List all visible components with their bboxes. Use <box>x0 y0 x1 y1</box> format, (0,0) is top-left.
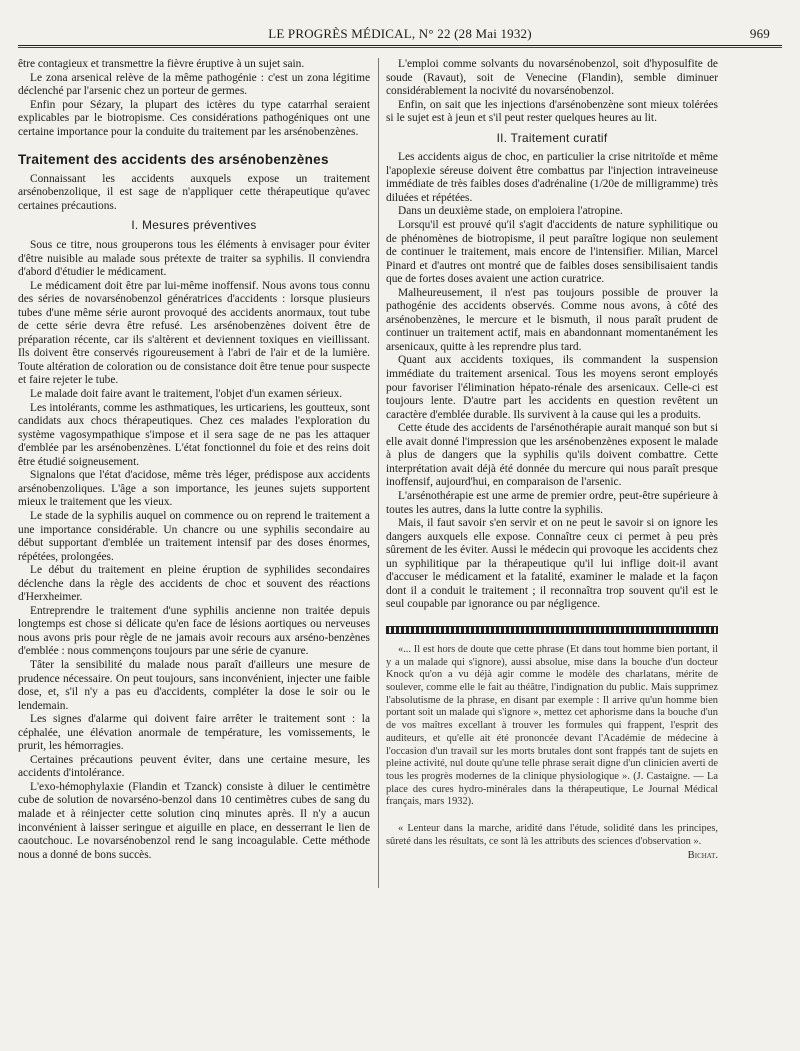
body-paragraph: Entreprendre le traitement d'une syphilis ancienne non traitée depuis longtemps est chose si délicate qu'en face de lésions aortiques ou nerveuses nous avons pris pour règle de ne jamais avoir recours aux arséno-benzènes d'emblée : nous commençons toujours par une série de cyanure. <box>18 604 370 658</box>
body-paragraph: Le médicament doit être par lui-même inoffensif. Nous avons tous connu des séries de novarsénobenzol génératrices d'accidents : lorsque plusieurs tubes d'une même série auront provoqué des accidents anormaux, tout tube de cette série devra être refusé. Les arsénobenzènes doivent être de préparation récente, car ils s'altèrent et deviennent toxiques en vieillissant. Ils doivent être conservés rigoureusement à l'abri de l'air et de la lumière. Toute altération de coloration ou de consistance doit être tenue pour suspecte et faire rejeter le tube. <box>18 279 370 387</box>
body-paragraph: Quant aux accidents toxiques, ils commandent la suspension immédiate du traitement arsenical. Tous les moyens seront employés pour favoriser l'élimination hépato-rénale des arsenicaux. Celle-ci est toujours lente. D'autre part les accidents en question revêtent un caractère d'emblée durable. Ils survivent à la cause qui les a produits. <box>386 354 718 421</box>
quote-block <box>386 644 718 809</box>
subsection-heading: II. Traitement curatif <box>496 130 608 145</box>
body-paragraph: Mais, il faut savoir s'en servir et on ne peut le savoir si on ignore les dangers auxquels elle expose. Connaître ceux ci permet à peu près sûrement de les éviter. Aussi le médecin qui provoque les accidents chez un syphilitique par la thérapeutique qu'il lui inflige doit-il avant d'accuser le médicament et la fatalité, examiner le malade et la façon dont il a conduit le traitement ; il reconnaîtra trop souvent qu'il est le seul coupable par ignorance ou par négligence. <box>386 517 718 611</box>
body-paragraph: Connaissant les accidents auxquels expose un traitement arsénobenzolique, il est sage de n'appliquer cette thérapeutique qu'avec certaines précautions. <box>18 172 370 212</box>
body-paragraph: L'emploi comme solvants du novarsénobenzol, soit d'hyposulfite de soude (Ravaut), soit de Venecine (Flandin), semble diminuer considérablement la nocivité du novarsénobenzol. <box>386 58 718 98</box>
body-paragraph: être contagieux et transmettre la fièvre éruptive à un sujet sain. <box>18 58 305 70</box>
body-paragraph: Lorsqu'il est prouvé qu'il s'agit d'accidents de nature syphilitique ou de phénomènes de biotropisme, il peut paraître logique non seulement de continuer le traitement, mais encore de l'intensifier. Milian, Marcel Pinard et d'autres ont montré que de faibles doses sensibilisaient tandis que de fortes doses avaient une action curatrice. <box>386 219 718 286</box>
right-column <box>386 58 718 863</box>
epigraph-text: « Lenteur dans la marche, aridité dans l'étude, solidité dans les principes, sûreté dans les résultats, ce sont là les attributs des sciences d'observation ». <box>386 823 718 847</box>
body-paragraph: Dans un deuxième stade, on emploiera l'atropine. <box>398 205 623 218</box>
subsection-heading: I. Mesures préventives <box>131 218 257 233</box>
body-paragraph: Les signes d'alarme qui doivent faire arrêter le traitement sont : la céphalée, une élévation anormale de température, les vomissements, le prurit, les hémorragies. <box>18 713 370 753</box>
left-column <box>18 58 370 862</box>
quote-text: «... Il est hors de doute que cette phrase (Et dans tout homme bien portant, il y a un malade qui s'ignore), aussi absolue, mise dans la bouche d'un docteur Knock qu'on a vu déjà agir comme le modèle des charlatans, mérite de soulever, comme elle le fait au théâtre, l'indignation du public. Mais supprimez l'absolutisme de la phrase, en disant par exemple : Il arrive qu'un homme bien portant soit un malade qui s'ignore », mettez cet aphorisme dans la bouche d'un de vos maîtres excellant à trouver les formules qui frappent, l'esprit des auditeurs, et qu'elle ait été prononcée devant l'Académie de médecine à l'occasion d'un travail sur les morts brutales dont sont frappés tant de sujets en pleine activité, nul doute qu'une telle phrase serait digne d'un clinicien averti de tous les progrès modernes de la clinique physiologique ». (J. Castaigne. — La place des cures hydro-minérales dans la thérapeutique, Le Journal Médical français, mars 1932). <box>386 643 718 808</box>
body-paragraph: Sous ce titre, nous grouperons tous les éléments à envisager pour éviter d'être nuisible au malade sous prétexte de traiter sa syphilis. Il conviendra d'abord d'étudier le médicament. <box>18 239 370 279</box>
section-heading: Traitement des accidents des arsénobenzènes <box>18 152 329 168</box>
body-paragraph: L'exo-hémophylaxie (Flandin et Tzanck) consiste à diluer le centimètre cube de solution de novarséno-benzol dans 10 centimètres cubes de sang du malade et à réinjecter cette solution cinq minutes après. Il n'y a aucun inconvénient à laisser seringue et aiguille en place, en desserrant le lien de caoutchouc. Le novarsénobenzol rend le sang incoagulable. Cette méthode nous a donné de bons succès. <box>18 780 370 861</box>
body-paragraph: Signalons que l'état d'acidose, même très léger, prédispose aux accidents arsénobenzoliques. L'âge a son importance, les jeunes sujets supportent mieux le traitement que les vieux. <box>18 469 370 509</box>
body-paragraph: Tâter la sensibilité du malade nous paraît d'ailleurs une mesure de prudence nécessaire. On peut toujours, sans inconvénient, injecter une faible dose, et, s'il n'y a pas eu d'accidents, compléter la dose le soir ou le lendemain. <box>18 658 370 712</box>
body-paragraph: Le malade doit faire avant le traitement, l'objet d'un examen sérieux. <box>30 388 343 401</box>
body-paragraph: Le stade de la syphilis auquel on commence ou on reprend le traitement a une importance considérable. Un chancre ou une syphilis secondaire au début supportant d'emblée un traitement intensif par des doses énormes, répétées, prolongées. <box>18 509 370 563</box>
body-paragraph: L'arsénothérapie est une arme de premier ordre, peut-être supérieure à toutes les autres, dans la lutte contre la syphilis. <box>386 489 718 516</box>
column-divider <box>378 58 379 888</box>
epigraph <box>386 823 718 863</box>
body-paragraph: Malheureusement, il n'est pas toujours possible de prouver la pathogénie des accidents observés. Comme nous avons, à côté des arsénobenzènes, le mercure et le bismuth, il nous paraît prudent de continuer un traitement actif, mais en abandonnant momentanément les arsenicaux, quitte à les reprendre plus tard. <box>386 286 718 353</box>
body-paragraph: Le zona arsenical relève de la même pathogénie : c'est un zona légitime déclenché par l'arsenic chez un porteur de germes. <box>18 71 370 98</box>
running-header <box>18 26 782 46</box>
decorative-rule <box>386 626 718 634</box>
body-paragraph: Certaines précautions peuvent éviter, dans une certaine mesure, les accidents d'intolérance. <box>18 753 370 780</box>
journal-title: LE PROGRÈS MÉDICAL, N° 22 (28 Mai 1932) <box>268 26 532 41</box>
body-paragraph: Cette étude des accidents de l'arsénothérapie aurait manqué son but si elle avait donné l'impression que les arsénobenzènes exposent le malade à plus de dangers que la syphilis qu'ils doivent combattre. Cette interprétation avait déjà été donnée du mercure qui nous paraît presque inoffensif, aujourd'hui, en comparaison de l'arsenic. <box>386 422 718 489</box>
page-number: 969 <box>749 26 770 41</box>
header-rule <box>18 45 782 48</box>
body-paragraph: Les accidents aigus de choc, en particulier la crise nitritoïde et même l'apoplexie séreuse doivent être combattus par l'injection intraveineuse immédiate de très faibles doses d'adrénaline (1/20e de milligramme) très diluées et répétées. <box>386 151 718 204</box>
body-paragraph: Le début du traitement en pleine éruption de syphilides secondaires déclenche dans la règle des accidents de choc et souvent des réactions d'Herxheimer. <box>18 564 370 604</box>
body-paragraph: Enfin, on sait que les injections d'arsénobenzène sont mieux tolérées si le sujet est à jeun et s'il peut rester quelques heures au lit. <box>386 98 718 125</box>
epigraph-signature: Bichat. <box>687 850 718 862</box>
body-paragraph: Les intolérants, comme les asthmatiques, les urticariens, les goutteux, sont candidats aux chocs thérapeutiques. Chez ces malades l'exploration du système vagosympathique s'impose et il sera sage de ne pas les attaquer d'emblée par les arsénobenzènes. L'état fonctionnel du foie et des reins doit être étudié soigneusement. <box>18 401 370 468</box>
body-paragraph: Enfin pour Sézary, la plupart des ictères du type catarrhal seraient explicables par le biotropisme. Ces considérations pathogéniques ont une certaine importance pour la conduite du traitement par les arsénobenzènes. <box>18 98 370 138</box>
